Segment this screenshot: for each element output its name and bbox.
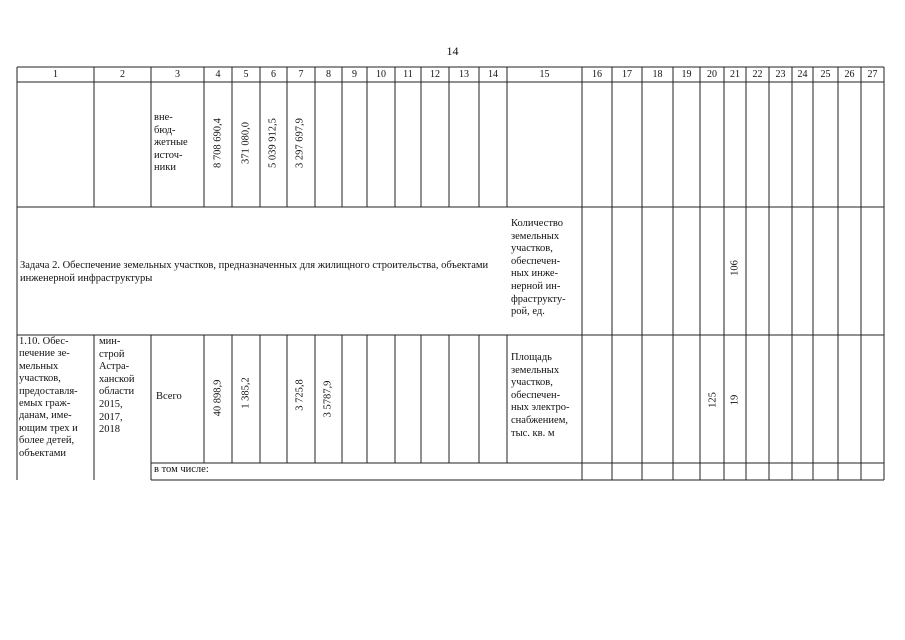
header-col-13: 13 [459, 69, 469, 80]
task-indicator: Количество земельных участков, обеспечен- ных инже- нерной ин- фраструкту- рой, ед. [511, 218, 566, 318]
item-description: 1.10. Обес- печение зе- мельных участков, предоставля- емых граж- данам, име- ющим трех и более детей, объектами [19, 336, 78, 459]
value-c4: 8 708 690,4 [212, 118, 224, 168]
header-col-23: 23 [775, 69, 786, 80]
header-col-6: 6 [271, 69, 276, 80]
item-value-c8: 3 5787,9 [322, 380, 334, 418]
header-col-21: 21 [730, 69, 740, 80]
header-col-3: 3 [175, 69, 180, 80]
header-col-20: 20 [707, 69, 717, 80]
header-col-19: 19 [681, 69, 692, 80]
header-col-27: 27 [867, 69, 878, 80]
value-c5: 371 080,0 [240, 122, 252, 164]
page-number: 14 [446, 44, 459, 58]
header-col-26: 26 [844, 69, 855, 80]
task-value-c21: 106 [729, 260, 741, 276]
header-col-7: 7 [298, 69, 304, 80]
header-col-5: 5 [243, 69, 249, 80]
item-value-c21: 19 [729, 394, 741, 406]
header-col-4: 4 [215, 69, 221, 80]
header-col-1: 1 [53, 69, 58, 80]
header-col-22: 22 [752, 69, 763, 80]
task-title: Задача 2. Обеспечение земельных участков, предназначенных для жилищного строительства, объектами инженерной инфраструктуры [20, 260, 489, 284]
value-c6: 5 039 912,5 [267, 118, 279, 168]
header-col-11: 11 [403, 69, 413, 80]
item-value-c20: 125 [707, 392, 719, 408]
header-col-17: 17 [622, 69, 632, 80]
funding-source-extrabudget: вне- бюд- жетные источ- ники [154, 112, 188, 174]
header-col-2: 2 [120, 69, 125, 80]
header-col-10: 10 [376, 69, 386, 80]
header-col-25: 25 [820, 69, 831, 80]
header-col-15: 15 [539, 69, 550, 80]
header-col-16: 16 [592, 69, 602, 80]
item-source-total: Всего [156, 391, 182, 402]
header-col-8: 8 [326, 69, 331, 80]
including-label: в том числе: [154, 464, 209, 475]
item-value-c7: 3 725,8 [294, 379, 306, 411]
item-indicator: Площадь земельных участков, обеспечен- ных электро- снабжением, тыс. кв. м [511, 352, 570, 439]
item-executor: мин- строй Астра- ханской области 2015, 2017, 2018 [99, 336, 135, 436]
header-col-9: 9 [352, 69, 357, 80]
header-col-12: 12 [430, 69, 440, 80]
header-col-18: 18 [652, 69, 663, 80]
value-c7: 3 297 697,9 [294, 118, 306, 168]
item-value-c5: 1 385,2 [240, 377, 252, 409]
header-col-14: 14 [488, 69, 498, 80]
header-col-24: 24 [797, 69, 808, 80]
item-value-c4: 40 898,9 [212, 379, 224, 417]
